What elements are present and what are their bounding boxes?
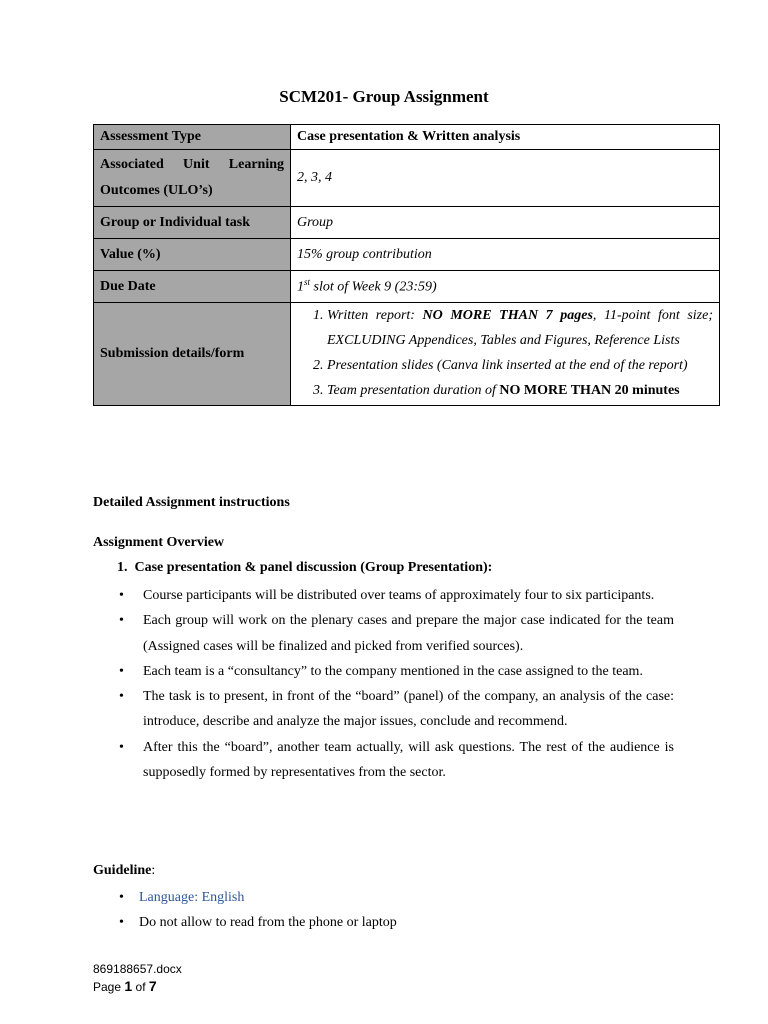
list-item [327, 303, 713, 353]
text: Do not allow to read from the phone or laptop [139, 915, 397, 931]
text: , 11-point font size; EXCLUDING Appendices, Tables and Figures, Reference Lists [327, 308, 714, 348]
page-footer [93, 961, 182, 996]
section-heading [117, 560, 492, 576]
table-row [94, 125, 720, 150]
text: The task is to present, in front of the “board” (panel) of the company, an analysis of the case: introduce, describe and analyze the major issues, conclude and recommend. [143, 689, 674, 730]
text: After this the “board”, another team actually, will ask questions. The rest of the audience is supposedly formed by representatives from the sector. [143, 739, 674, 781]
table-row [94, 271, 720, 303]
overview-heading: Assignment Overview [93, 535, 225, 550]
bullet-icon: • [119, 689, 124, 705]
bullet-icon: • [119, 663, 124, 679]
text: Each team is a “consultancy” to the company mentioned in the case assigned to the team. [143, 663, 643, 679]
row-label: Due Date [94, 271, 291, 303]
table-row [94, 207, 720, 239]
text: of [135, 980, 146, 994]
list-item [117, 608, 674, 659]
list-item [117, 583, 674, 608]
bullet-icon: • [119, 588, 124, 603]
list-item [117, 684, 674, 735]
guideline-bullets [117, 885, 674, 936]
table-row [94, 239, 720, 271]
row-value: Case presentation & Written analysis [291, 125, 720, 150]
bullet-icon: • [119, 613, 124, 629]
section-number: 1. [117, 560, 128, 575]
emphasis: NO MORE THAN 7 pages [422, 308, 593, 323]
due-date-prefix: 1 [297, 279, 304, 295]
row-value: Group [291, 207, 720, 239]
row-value [291, 271, 720, 303]
text: Guideline [93, 863, 152, 878]
row-label: Assessment Type [94, 125, 291, 150]
text: Presentation slides (Canva link inserted at the end of the report) [327, 358, 688, 373]
detailed-heading: Detailed Assignment instructions [93, 495, 290, 510]
submission-list [297, 303, 713, 403]
list-item [117, 885, 674, 910]
row-label: Group or Individual task [94, 207, 291, 239]
text: Page [93, 980, 122, 994]
overview-bullets [117, 583, 674, 785]
due-date-sup: st [304, 277, 311, 288]
assessment-table [93, 124, 720, 406]
row-label: Submission details/form [94, 303, 291, 406]
text: 1 [124, 978, 133, 994]
row-label: Associated Unit Learning Outcomes (ULO’s) [94, 150, 291, 207]
file-name: 869188657.docx [93, 962, 182, 976]
text: Language: English [139, 890, 245, 905]
table-row [94, 303, 720, 406]
row-label: Value (%) [94, 239, 291, 271]
text: : [151, 863, 156, 878]
text: Each group will work on the plenary cases and prepare the major case indicated for the team (Assigned cases will be finalized and picked from verified sources). [143, 613, 674, 654]
text: Course participants will be distributed over teams of approximately four to six participants. [143, 588, 655, 603]
row-value [291, 303, 720, 406]
guideline-heading [93, 863, 155, 879]
text: Written report: [327, 308, 423, 323]
bullet-icon: • [119, 739, 124, 755]
row-value: 15% group contribution [291, 239, 720, 271]
section-title: Case presentation & panel discussion (Group Presentation): [134, 560, 493, 575]
list-item [117, 910, 674, 935]
list-item [117, 659, 674, 684]
page-counter [93, 978, 182, 996]
emphasis: NO MORE THAN 20 minutes [499, 383, 680, 398]
list-item [327, 378, 713, 403]
list-item [117, 735, 674, 786]
bullet-icon: • [119, 890, 124, 905]
text: Team presentation duration of [327, 383, 500, 398]
due-date-suffix: slot of Week 9 (23:59) [310, 279, 437, 295]
text: 7 [148, 978, 157, 994]
table-row [94, 150, 720, 207]
bullet-icon: • [119, 915, 124, 931]
list-item [327, 353, 713, 378]
row-value: 2, 3, 4 [291, 150, 720, 207]
page-title: SCM201- Group Assignment [279, 87, 489, 106]
